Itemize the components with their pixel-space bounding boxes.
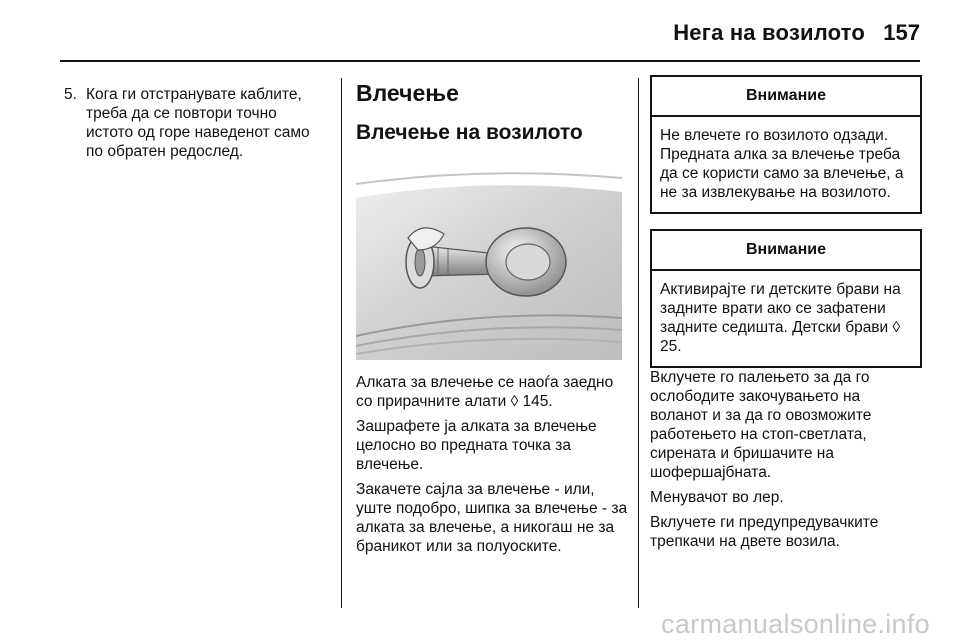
paragraph: Зашрафете ја алката за влечење целосно во предната точка за влечење. [356, 418, 597, 473]
warning-body: Не влечете го возилото одзади. Предната алка за влечење треба да се користи само за влечење, а не за извлекување на возилото. [660, 127, 904, 201]
paragraph: Менувачот во лер. [650, 489, 784, 506]
towing-steps [650, 368, 920, 557]
warning-box [650, 75, 922, 214]
page-header-title: Нега на возилото [673, 20, 865, 45]
header-rule [60, 60, 920, 62]
warning-title: Внимание [652, 77, 920, 117]
watermark: carmanualsonline.info [661, 609, 930, 639]
paragraph: Алката за влечење се наоѓа заедно со прирачните алати ◊ 145. [356, 374, 614, 410]
warning-body: Активирајте ги детските брави на задните врати ако се зафатени задните седишта. Детски брави ◊ 25. [660, 281, 901, 355]
column-divider-left [341, 78, 342, 608]
tow-eye-figure [356, 158, 622, 360]
paragraph: Вклучете го палењето за да го ослободите закочувањето на воланот и за да го овозможите работењето на стоп-светлата, сирената и бришачите на шофершајбната. [650, 369, 872, 481]
subsection-heading: Влечење на возилото [356, 121, 583, 144]
step-number: 5. [64, 86, 77, 103]
page-number: 157 [883, 20, 920, 45]
section-heading: Влечење [356, 80, 459, 106]
tow-eye-illustration [356, 158, 622, 360]
paragraph: Вклучете ги предупредувачките трепкачи на двете возила. [650, 514, 879, 550]
warning-title: Внимание [652, 231, 920, 271]
step-item [64, 85, 326, 161]
warning-box [650, 229, 922, 368]
step-text: Кога ги отстранувате каблите, треба да се повтори точно истото од горе наведенот само по обратен редослед. [86, 86, 310, 160]
column-divider-right [638, 78, 639, 608]
towing-instructions [356, 373, 628, 562]
paragraph: Закачете сајла за влечење - или, уште подобро, шипка за влечење - за алката за влечење, а никогаш не за браникот или за полуоските. [356, 481, 628, 555]
